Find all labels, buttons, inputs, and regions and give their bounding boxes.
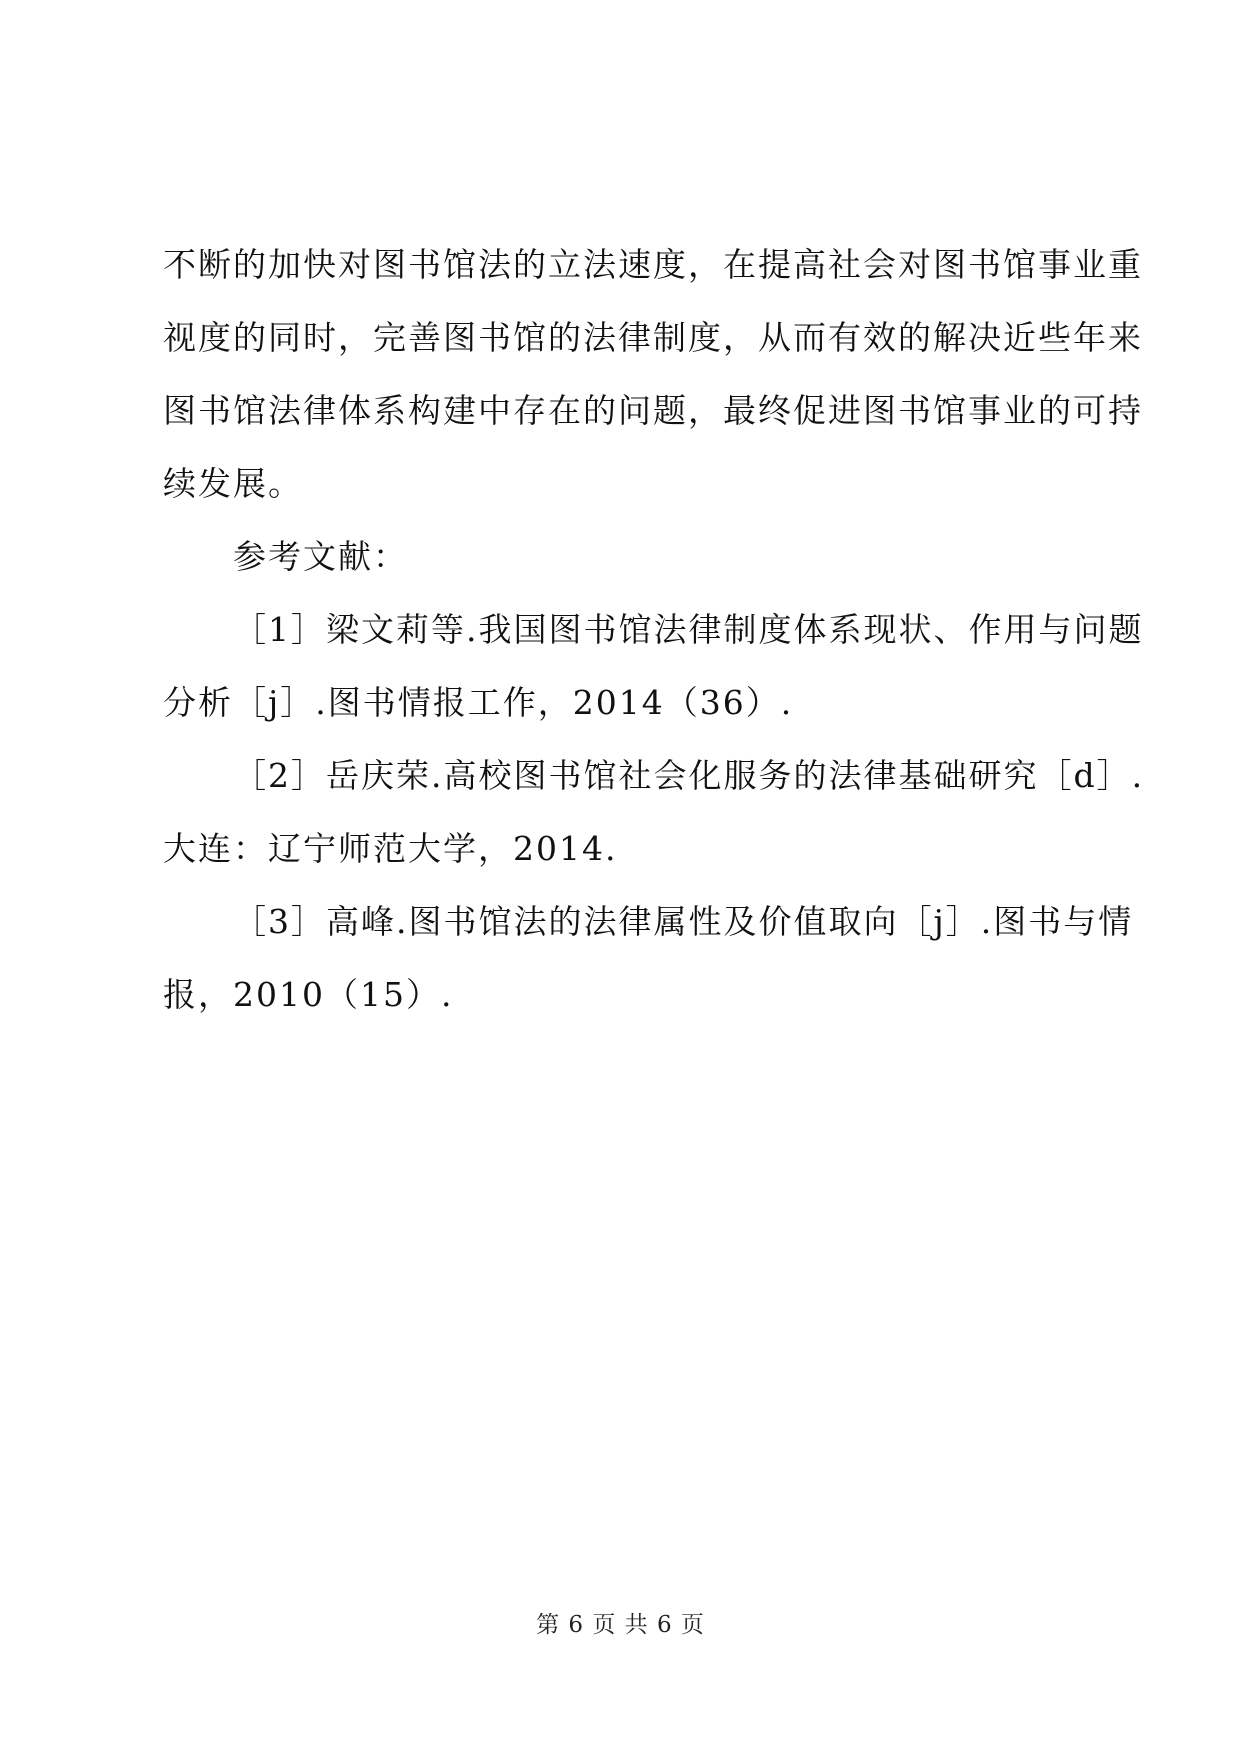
page-content bbox=[163, 228, 1145, 1031]
reference-2-line-2: 大连：辽宁师范大学，2014. bbox=[163, 829, 618, 868]
reference-3-line-2: 报，2010（15）. bbox=[163, 975, 454, 1014]
body-line: 不断的加快对图书馆法的立法速度，在提高社会对图书馆事业重 bbox=[163, 245, 1143, 284]
body-line: 视度的同时，完善图书馆的法律制度，从而有效的解决近些年来 bbox=[163, 318, 1143, 357]
body-line: 图书馆法律体系构建中存在的问题，最终促进图书馆事业的可持 bbox=[163, 391, 1143, 430]
references-heading: 参考文献： bbox=[233, 537, 408, 576]
reference-1-line-2: 分析［j］.图书情报工作，2014（36）. bbox=[163, 683, 794, 722]
body-line: 续发展。 bbox=[163, 464, 303, 503]
reference-2-line-1: ［2］岳庆荣.高校图书馆社会化服务的法律基础研究［d］. bbox=[233, 756, 1145, 795]
reference-3-line-1: ［3］高峰.图书馆法的法律属性及价值取向［j］.图书与情 bbox=[233, 902, 1134, 941]
reference-1-line-1: ［1］梁文莉等.我国图书馆法律制度体系现状、作用与问题 bbox=[233, 610, 1144, 649]
page-footer: 第 6 页 共 6 页 bbox=[536, 1612, 705, 1638]
